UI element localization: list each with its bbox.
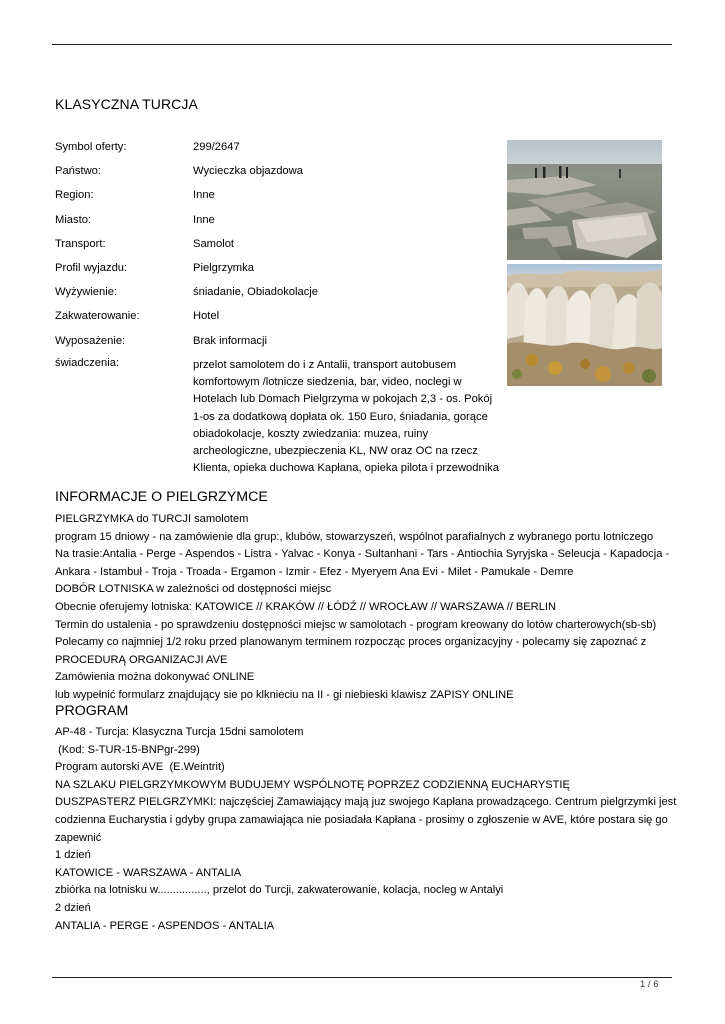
program-line: Program autorski AVE (E.Weintrit)	[55, 761, 225, 774]
spec-value: śniadanie, Obiadokolacje	[193, 286, 319, 299]
program-line: DUSZPASTERZ PIELGRZYMKI: najczęściej Zamawiający mają juz swojego Kapłana prowadzącego. Centrum pielgrzymki jest	[55, 796, 677, 809]
services-value	[193, 357, 505, 478]
services-line: Hotelach lub Domach Pielgrzyma w pokojach 2,3 - os. Pokój	[193, 393, 493, 406]
spec-row-accommodation	[55, 310, 505, 334]
program-line: ANTALIA - PERGE - ASPENDOS - ANTALIA	[55, 919, 275, 932]
program-line: KATOWICE - WARSZAWA - ANTALIA	[55, 866, 242, 879]
program-section-heading: PROGRAM	[55, 703, 129, 719]
ruins-image	[507, 140, 662, 260]
info-line: Termin do ustalenia - po sprawdzeniu dostępności miejsc w samolotach - program kreowany do lotów charterowych(sb-sb)	[55, 618, 657, 631]
program-line: (Kod: S-TUR-15-BNPgr-299)	[55, 743, 200, 756]
spec-label: Region:	[55, 189, 94, 202]
program-line: codzienna Eucharystia i gdyby grupa zamawiająca nie posiadała Kapłana - prosimy o zgłoszenie w AVE, które postara się go	[55, 813, 668, 826]
program-line: 2 dzień	[55, 901, 91, 914]
spec-row-trip-profile	[55, 262, 505, 286]
spec-row-country	[55, 165, 505, 189]
spec-value: Pielgrzymka	[193, 261, 254, 274]
footer-rule	[52, 977, 672, 978]
services-line: przelot samolotem do i z Antalii, transport autobusem	[193, 358, 457, 371]
info-section-heading: INFORMACJE O PIELGRZYMCE	[55, 489, 268, 505]
spec-value: Inne	[193, 189, 215, 202]
page-number: 1 / 6	[640, 979, 659, 990]
info-line: Obecnie oferujemy lotniska: KATOWICE // KRAKÓW // ŁÓDŹ // WROCŁAW // WARSZAWA // BERLIN	[55, 600, 556, 613]
info-section-body	[55, 511, 675, 705]
spec-row-meals	[55, 286, 505, 310]
spec-label: Profil wyjazdu:	[55, 261, 128, 274]
document-title: KLASYCZNA TURCJA	[55, 96, 198, 112]
info-line: PROCEDURĄ ORGANIZACJI AVE	[55, 653, 228, 666]
spec-row-symbol	[55, 141, 505, 165]
rock-formations-image	[507, 264, 662, 386]
program-line: AP-48 - Turcja: Klasyczna Turcja 15dni samolotem	[55, 726, 304, 738]
program-line: zbiórka na lotnisku w................, przelot do Turcji, zakwaterowanie, kolacja, nocleg w Antalyi	[55, 884, 504, 897]
spec-value: Wycieczka objazdowa	[193, 165, 303, 178]
program-line: NA SZLAKU PIELGRZYMKOWYM BUDUJEMY WSPÓLNOTĘ POPRZEZ CODZIENNĄ EUCHARYSTIĘ	[55, 778, 570, 791]
services-line: archeologiczne, ubezpieczenia KL, NW oraz OC na rzecz	[193, 445, 478, 458]
spec-label: Symbol oferty:	[55, 141, 127, 153]
spec-label: Wyżywienie:	[55, 286, 118, 299]
spec-value: Hotel	[193, 310, 220, 323]
spec-value: Inne	[193, 213, 215, 226]
info-line: Zamówienia można dokonywać ONLINE	[55, 671, 255, 684]
spec-label: Zakwaterowanie:	[55, 310, 140, 323]
services-line: Klienta, opieka duchowa Kapłana, opieka pilota i przewodnika	[193, 462, 499, 475]
spec-value: Brak informacji	[193, 334, 267, 347]
spec-label: Wyposażenie:	[55, 334, 126, 347]
offer-details	[55, 141, 505, 478]
spec-label: Transport:	[55, 237, 106, 250]
spec-row-equipment	[55, 335, 505, 359]
program-line: zapewnić	[55, 831, 102, 844]
spec-label: świadczenia:	[55, 356, 120, 369]
spec-value: 299/2647	[193, 141, 240, 153]
spec-label: Miasto:	[55, 213, 92, 226]
spec-label: Państwo:	[55, 165, 102, 178]
info-line: Na trasie:Antalia - Perge - Aspendos - Listra - Yalvac - Konya - Sultanhani - Tars - Antiochia Syryjska - Seleucja - Kapadocja -	[55, 548, 670, 561]
rock-formations-photo	[507, 264, 662, 386]
services-line: obiadokolacje, koszty zwiedzania: muzea, ruiny	[193, 427, 429, 440]
info-line: lub wypełnić formularz znajdujący sie po klknieciu na II - gi niebieski klawisz ZAPISY ONLINE	[55, 688, 514, 701]
info-line: Ankara - Istambuł - Troja - Troada - Ergamon - Izmir - Efez - Myeryem Ana Evi - Milet - Pamukale - Demre	[55, 565, 574, 578]
spec-row-services	[55, 357, 505, 478]
spec-row-transport	[55, 238, 505, 262]
program-line: 1 dzień	[55, 849, 91, 862]
info-line: PIELGRZYMKA do TURCJI samolotem	[55, 513, 249, 525]
spec-row-region	[55, 189, 505, 213]
header-rule	[52, 44, 672, 45]
services-line: 1-os za dodatkową dopłata ok. 150 Euro, śniadania, gorące	[193, 410, 488, 423]
services-line: komfortowym /lotnicze siedzenia, bar, video, noclegi w	[193, 375, 462, 388]
program-section-body	[55, 724, 675, 935]
info-line: DOBÓR LOTNISKA w zależności od dostępności miejsc	[55, 583, 332, 596]
ruins-photo	[507, 140, 662, 260]
spec-row-city	[55, 214, 505, 238]
spec-value: Samolot	[193, 237, 235, 250]
info-line: program 15 dniowy - na zamówienie dla grup:, klubów, stowarzyszeń, wspólnot parafialnych z wybranego portu lotniczego	[55, 530, 654, 543]
info-line: Polecamy co najmniej 1/2 roku przed planowanym terminem rozpocząc proces organizacyjny - polecamy się zapoznać z	[55, 636, 647, 649]
